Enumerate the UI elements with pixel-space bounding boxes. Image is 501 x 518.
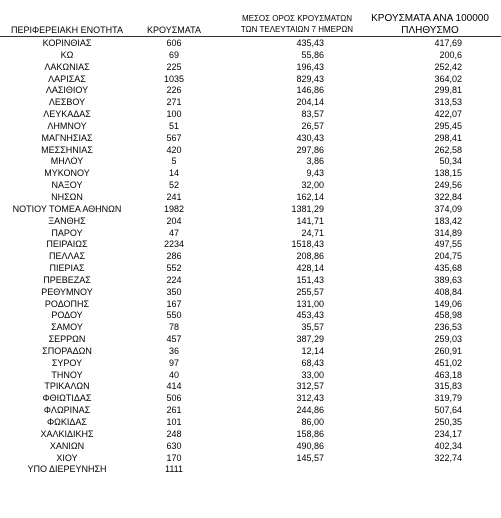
table-row: [0, 192, 501, 204]
avg-cell: 131,00: [296, 298, 324, 309]
table-row: [0, 334, 501, 346]
region-cell: ΜΕΣΣΗΝΙΑΣ: [41, 144, 93, 155]
cases-cell: 204: [166, 215, 182, 226]
cases-cell: 226: [166, 85, 182, 96]
per100k-cell: 259,03: [434, 334, 462, 345]
header-7day-average: [228, 13, 366, 35]
header-cases-per-100k-line2: ΠΛΗΘΥΣΜΟ: [401, 25, 459, 36]
table-row: [0, 251, 501, 263]
avg-cell: 244,86: [296, 405, 324, 416]
region-cell: ΜΑΓΝΗΣΙΑΣ: [41, 132, 93, 143]
header-region: ΠΕΡΙΦΕΡΕΙΑΚΗ ΕΝΟΤΗΤΑ: [10, 25, 124, 35]
header-divider: [0, 36, 501, 37]
region-cell: ΛΑΡΙΣΑΣ: [48, 73, 86, 84]
table-row: [0, 370, 501, 382]
table-row: [0, 310, 501, 322]
per100k-cell: 252,42: [434, 61, 462, 72]
cases-cell: 457: [166, 334, 182, 345]
region-cell: ΠΡΕΒΕΖΑΣ: [43, 274, 91, 285]
avg-cell: 255,57: [296, 286, 324, 297]
per100k-cell: 313,53: [434, 97, 462, 108]
cases-cell: 286: [166, 251, 182, 262]
avg-cell: 1518,43: [291, 239, 324, 250]
per100k-cell: 322,84: [434, 191, 462, 202]
per100k-cell: 315,83: [434, 381, 462, 392]
avg-cell: 208,86: [296, 251, 324, 262]
avg-cell: 12,14: [301, 345, 324, 356]
cases-cell: 248: [166, 428, 182, 439]
per100k-cell: 183,42: [434, 215, 462, 226]
table-row: [0, 381, 501, 393]
region-cell: ΞΑΝΘΗΣ: [48, 215, 86, 226]
table-row: [0, 74, 501, 86]
table-row: [0, 180, 501, 192]
region-cell: ΚΟΡΙΝΘΙΑΣ: [42, 38, 92, 48]
region-cell: ΠΑΡΟΥ: [51, 227, 83, 238]
header-cases-per-100k-line1: ΚΡΟΥΣΜΑΤΑ ΑΝΑ 100000: [371, 13, 489, 24]
region-cell: ΠΕΛΛΑΣ: [48, 251, 86, 262]
table-row: [0, 358, 501, 370]
table-row: [0, 145, 501, 157]
region-cell: ΛΑΚΩΝΙΑΣ: [44, 61, 90, 72]
cases-cell: 271: [166, 97, 182, 108]
table-row: [0, 216, 501, 228]
avg-cell: 26,57: [301, 120, 324, 131]
avg-cell: 297,86: [296, 144, 324, 155]
avg-cell: 33,00: [301, 369, 324, 380]
region-cell: ΦΛΩΡΙΝΑΣ: [43, 405, 91, 416]
per100k-cell: 319,79: [434, 393, 462, 404]
region-cell: ΥΠΟ ΔΙΕΡΕΥΝΗΣΗ: [27, 464, 107, 475]
region-cell: ΣΑΜΟΥ: [51, 322, 83, 333]
per100k-cell: 50,34: [439, 156, 462, 167]
cases-cell: 350: [166, 286, 182, 297]
per100k-cell: 408,84: [434, 286, 462, 297]
cases-cell: 47: [168, 227, 179, 238]
cases-cell: 1111: [164, 464, 184, 475]
per100k-cell: 507,64: [434, 405, 462, 416]
table-row: [0, 263, 501, 275]
cases-cell: 2234: [163, 239, 185, 250]
cases-cell: 36: [168, 345, 179, 356]
avg-cell: 3,86: [306, 156, 324, 167]
avg-cell: 68,43: [301, 357, 324, 368]
cases-cell: 414: [166, 381, 182, 392]
cases-cell: 550: [166, 310, 182, 321]
table-row: [0, 287, 501, 299]
table-row: [0, 393, 501, 405]
per100k-cell: 417,69: [434, 38, 462, 48]
table-row: [0, 204, 501, 216]
table-header: [0, 0, 501, 40]
per100k-cell: 200,6: [439, 49, 462, 60]
region-cell: ΛΗΜΝΟΥ: [47, 120, 87, 131]
region-cell: ΛΕΣΒΟΥ: [48, 97, 86, 108]
per100k-cell: 322,74: [434, 452, 462, 463]
region-cell: ΣΥΡΟΥ: [51, 357, 83, 368]
avg-cell: 829,43: [296, 73, 324, 84]
cases-cell: 101: [166, 417, 182, 427]
avg-cell: 1381,29: [291, 203, 324, 214]
cases-cell: 52: [168, 180, 179, 191]
region-cell: ΡΟΔΟΥ: [51, 310, 83, 321]
per100k-cell: 249,56: [434, 180, 462, 191]
per100k-cell: 458,98: [434, 310, 462, 321]
header-cases: ΚΡΟΥΣΜΑΤΑ: [147, 25, 201, 35]
header-7day-average-line2: ΤΩΝ ΤΕΛΕΥΤΑΙΩΝ 7 ΗΜΕΡΩΝ: [240, 25, 354, 34]
avg-cell: 312,57: [296, 381, 324, 392]
avg-cell: 151,43: [296, 274, 324, 285]
region-cell: ΝΟΤΙΟΥ ΤΟΜΕΑ ΑΘΗΝΩΝ: [12, 203, 122, 214]
table-row: [0, 346, 501, 358]
cases-cell: 1982: [163, 203, 185, 214]
per100k-cell: 236,53: [434, 322, 462, 333]
table-row: [0, 97, 501, 109]
table-row: [0, 38, 501, 50]
region-cell: ΧΙΟΥ: [56, 452, 78, 463]
region-cell: ΣΕΡΡΩΝ: [48, 334, 86, 345]
table-row: [0, 299, 501, 311]
per100k-cell: 298,41: [434, 132, 462, 143]
table-row: [0, 453, 501, 465]
cases-cell: 14: [168, 168, 179, 179]
region-cell: ΡΕΘΥΜΝΟΥ: [41, 286, 93, 297]
table-row: [0, 275, 501, 287]
per100k-cell: 234,17: [434, 428, 462, 439]
region-cell: ΡΟΔΟΠΗΣ: [44, 298, 90, 309]
per100k-cell: 260,91: [434, 345, 462, 356]
per100k-cell: 149,06: [434, 298, 462, 309]
table-row: [0, 85, 501, 97]
cases-cell: 40: [168, 369, 179, 380]
table-row: [0, 133, 501, 145]
cases-cell: 78: [168, 322, 179, 333]
per100k-cell: 262,58: [434, 144, 462, 155]
table-row: [0, 322, 501, 334]
header-7day-average-line1: ΜΕΣΟΣ ΟΡΟΣ ΚΡΟΥΣΜΑΤΩΝ: [241, 14, 353, 23]
table-row: [0, 239, 501, 251]
table-row: [0, 62, 501, 74]
region-cell: ΠΕΙΡΑΙΩΣ: [46, 239, 88, 250]
avg-cell: 196,43: [296, 61, 324, 72]
avg-cell: 83,57: [301, 109, 324, 120]
avg-cell: 141,71: [296, 215, 324, 226]
per100k-cell: 250,35: [434, 417, 462, 427]
table-row: [0, 168, 501, 180]
table-row: [0, 464, 501, 476]
table-row: [0, 50, 501, 62]
table-row: [0, 441, 501, 453]
region-cell: ΛΑΣΙΘΙΟΥ: [45, 85, 89, 96]
per100k-cell: 314,89: [434, 227, 462, 238]
region-cell: ΜΥΚΟΝΟΥ: [44, 168, 90, 179]
cases-cell: 261: [166, 405, 182, 416]
region-cell: ΚΩ: [60, 49, 74, 60]
region-cell: ΠΙΕΡΙΑΣ: [49, 263, 85, 274]
cases-cell: 606: [166, 38, 182, 48]
table-row: [0, 417, 501, 429]
per100k-cell: 402,34: [434, 440, 462, 451]
table-row: [0, 405, 501, 417]
avg-cell: 146,86: [296, 85, 324, 96]
avg-cell: 430,43: [296, 132, 324, 143]
cases-cell: 5: [171, 156, 177, 167]
per100k-cell: 299,81: [434, 85, 462, 96]
region-cell: ΤΡΙΚΑΛΩΝ: [44, 381, 90, 392]
region-cell: ΝΑΞΟΥ: [51, 180, 83, 191]
table-row: [0, 429, 501, 441]
per100k-cell: 435,68: [434, 263, 462, 274]
per100k-cell: 374,09: [434, 203, 462, 214]
cases-cell: 506: [166, 393, 182, 404]
avg-cell: 387,29: [296, 334, 324, 345]
per100k-cell: 295,45: [434, 120, 462, 131]
cases-cell: 170: [166, 452, 182, 463]
avg-cell: 145,57: [296, 452, 324, 463]
per100k-cell: 497,55: [434, 239, 462, 250]
cases-cell: 420: [166, 144, 182, 155]
avg-cell: 453,43: [296, 310, 324, 321]
avg-cell: 32,00: [301, 180, 324, 191]
cases-cell: 100: [166, 109, 182, 120]
avg-cell: 435,43: [296, 38, 324, 48]
avg-cell: 428,14: [296, 263, 324, 274]
per100k-cell: 463,18: [434, 369, 462, 380]
cases-cell: 567: [166, 132, 182, 143]
region-cell: ΜΗΛΟΥ: [50, 156, 84, 167]
region-cell: ΧΑΛΚΙΔΙΚΗΣ: [40, 428, 94, 439]
avg-cell: 55,86: [301, 49, 324, 60]
region-cell: ΦΩΚΙΔΑΣ: [47, 417, 87, 427]
table-row: [0, 228, 501, 240]
per100k-cell: 138,15: [434, 168, 462, 179]
table-row: [0, 156, 501, 168]
table-body: [0, 38, 501, 476]
avg-cell: 9,43: [306, 168, 324, 179]
header-cases-per-100k: [356, 13, 501, 37]
table-row: [0, 121, 501, 133]
region-cell: ΝΗΣΩΝ: [51, 191, 83, 202]
per100k-cell: 364,02: [434, 73, 462, 84]
avg-cell: 35,57: [301, 322, 324, 333]
avg-cell: 490,86: [296, 440, 324, 451]
cases-cell: 224: [166, 274, 182, 285]
avg-cell: 24,71: [301, 227, 324, 238]
cases-cell: 97: [168, 357, 179, 368]
cases-cell: 69: [168, 49, 179, 60]
cases-cell: 552: [166, 263, 182, 274]
per100k-cell: 422,07: [434, 109, 462, 120]
region-cell: ΦΘΙΩΤΙΔΑΣ: [42, 393, 92, 404]
cases-cell: 51: [168, 120, 179, 131]
region-cell: ΣΠΟΡΑΔΩΝ: [42, 345, 92, 356]
cases-cell: 1035: [163, 73, 185, 84]
avg-cell: 204,14: [296, 97, 324, 108]
avg-cell: 312,43: [296, 393, 324, 404]
per100k-cell: 389,63: [434, 274, 462, 285]
region-cell: ΛΕΥΚΑΔΑΣ: [43, 109, 91, 120]
region-cell: ΧΑΝΙΩΝ: [49, 440, 85, 451]
cases-cell: 225: [166, 61, 182, 72]
region-cell: ΤΗΝΟΥ: [51, 369, 83, 380]
cases-cell: 630: [166, 440, 182, 451]
cases-cell: 241: [166, 191, 182, 202]
per100k-cell: 204,75: [434, 251, 462, 262]
table-row: [0, 109, 501, 121]
per100k-cell: 451,02: [434, 357, 462, 368]
avg-cell: 162,14: [296, 191, 324, 202]
avg-cell: 158,86: [296, 428, 324, 439]
cases-cell: 167: [166, 298, 182, 309]
avg-cell: 86,00: [301, 417, 324, 427]
